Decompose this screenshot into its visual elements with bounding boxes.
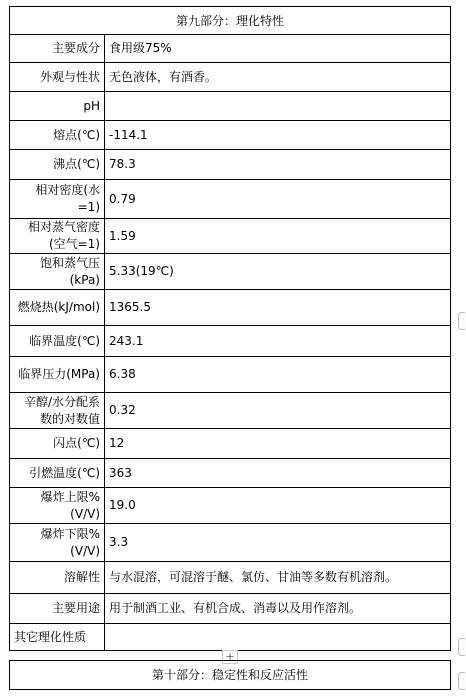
table-row [10, 180, 451, 219]
section9-header-row [10, 7, 451, 35]
add-row-button[interactable]: + [222, 650, 238, 664]
row-value-vapor-pressure[interactable]: 5.33(19℃) [105, 254, 451, 290]
row-value-melting-point[interactable]: -114.1 [105, 121, 451, 150]
row-label-critical-pressure: 临界压力(MPa) [10, 357, 105, 393]
row-value-heat-of-combustion[interactable]: 1365.5 [105, 290, 451, 326]
row-value-boiling-point[interactable]: 78.3 [105, 150, 451, 180]
table-row [10, 290, 451, 326]
row-value-critical-pressure[interactable]: 6.38 [105, 357, 451, 393]
table-row [10, 35, 451, 63]
section9-title: 第九部分：理化特性 [10, 7, 451, 35]
row-label-critical-temperature: 临界温度(℃) [10, 326, 105, 357]
row-value-lower-explosive-limit[interactable]: 3.3 [105, 524, 451, 562]
table-row [10, 357, 451, 393]
row-label-partition-coefficient: 辛醇/水分配系数的对数值 [10, 393, 105, 429]
row-label-appearance: 外观与性状 [10, 63, 105, 92]
table-row [10, 254, 451, 290]
row-label-ph: pH [10, 92, 105, 121]
scroll-handle[interactable] [458, 312, 465, 330]
table-row [10, 121, 451, 150]
table-row [10, 92, 451, 121]
row-label-relative-density: 相对密度(水=1) [10, 180, 105, 219]
row-label-vapor-density: 相对蒸气密度(空气=1) [10, 219, 105, 254]
row-value-critical-temperature[interactable]: 243.1 [105, 326, 451, 357]
table-row [10, 594, 451, 624]
section9-table [9, 6, 451, 651]
row-label-ignition-temperature: 引燃温度(℃) [10, 459, 105, 488]
row-label-flash-point: 闪点(℃) [10, 429, 105, 459]
row-label-boiling-point: 沸点(℃) [10, 150, 105, 180]
table-row [10, 562, 451, 594]
row-value-solubility[interactable]: 与水混溶，可混溶于醚、氯仿、甘油等多数有机溶剂。 [105, 562, 451, 594]
table-row [10, 624, 451, 651]
row-value-main-uses[interactable]: 用于制酒工业、有机合成、消毒以及用作溶剂。 [105, 594, 451, 624]
row-value-other-properties[interactable] [105, 624, 451, 651]
row-value-main-component[interactable]: 食用级75% [105, 35, 451, 63]
row-label-heat-of-combustion: 燃烧热(kJ/mol) [10, 290, 105, 326]
table-row [10, 524, 451, 562]
row-value-ignition-temperature[interactable]: 363 [105, 459, 451, 488]
row-value-flash-point[interactable]: 12 [105, 429, 451, 459]
scroll-handle[interactable] [458, 638, 465, 656]
table-row [10, 488, 451, 524]
table-row [10, 393, 451, 429]
table-row [10, 429, 451, 459]
row-label-vapor-pressure: 饱和蒸气压(kPa) [10, 254, 105, 290]
table-row [10, 63, 451, 92]
table-row [10, 326, 451, 357]
table-row [10, 150, 451, 180]
row-label-other-properties: 其它理化性质 [10, 624, 105, 651]
row-value-relative-density[interactable]: 0.79 [105, 180, 451, 219]
row-value-vapor-density[interactable]: 1.59 [105, 219, 451, 254]
row-label-main-uses: 主要用途 [10, 594, 105, 624]
row-label-solubility: 溶解性 [10, 562, 105, 594]
row-value-upper-explosive-limit[interactable]: 19.0 [105, 488, 451, 524]
row-value-partition-coefficient[interactable]: 0.32 [105, 393, 451, 429]
row-label-main-component: 主要成分 [10, 35, 105, 63]
row-label-lower-explosive-limit: 爆炸下限%(V/V) [10, 524, 105, 562]
table-row [10, 219, 451, 254]
row-value-appearance[interactable]: 无色液体，有酒香。 [105, 63, 451, 92]
row-label-melting-point: 熔点(℃) [10, 121, 105, 150]
row-value-ph[interactable] [105, 92, 451, 121]
section10-title: 第十部分：稳定性和反应活性 [9, 660, 451, 690]
table-row [10, 459, 451, 488]
row-label-upper-explosive-limit: 爆炸上限%(V/V) [10, 488, 105, 524]
scroll-handle[interactable] [458, 672, 465, 690]
